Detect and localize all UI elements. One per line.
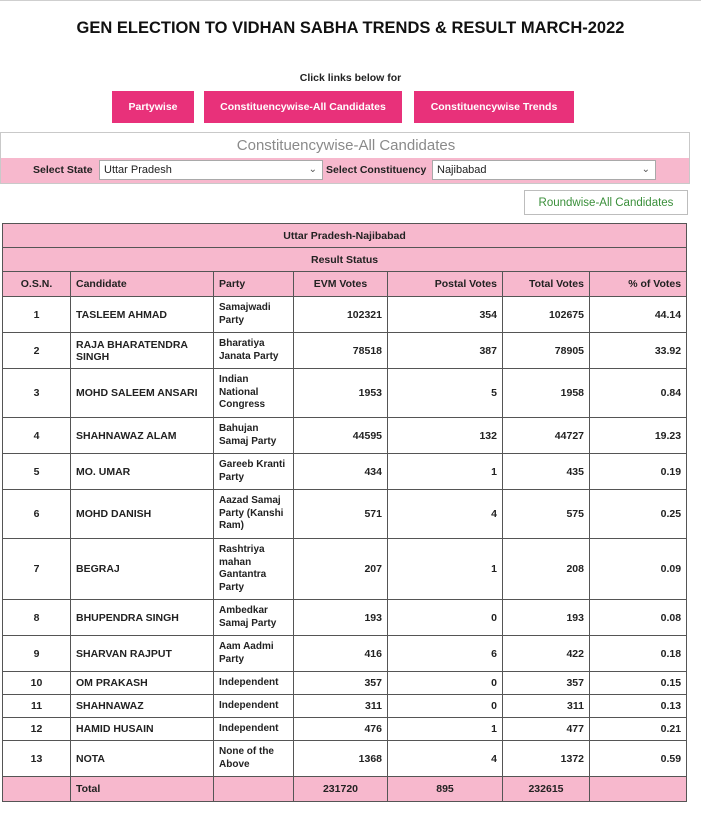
cell-candidate: SHARVAN RAJPUT [71, 636, 214, 672]
cell-total-votes: 422 [503, 636, 590, 672]
cell-party: Bahujan Samaj Party [214, 418, 294, 454]
cell-total-votes: 1958 [503, 369, 590, 418]
table-row [3, 718, 687, 741]
cell-percent-votes: 19.23 [590, 418, 687, 454]
total-blank [590, 777, 687, 802]
cell-candidate: HAMID HUSAIN [71, 718, 214, 741]
header-candidate: Candidate [71, 272, 214, 297]
page-title: GEN ELECTION TO VIDHAN SABHA TRENDS & RESULT MARCH-2022 [76, 19, 625, 37]
partywise-button[interactable]: Partywise [112, 91, 194, 123]
results-body [3, 297, 687, 777]
cell-osn: 2 [3, 333, 71, 369]
cell-percent-votes: 0.15 [590, 672, 687, 695]
cell-postal-votes: 1 [388, 718, 503, 741]
constituencywise-all-candidates-button[interactable]: Constituencywise-All Candidates [204, 91, 402, 123]
cell-postal-votes: 0 [388, 600, 503, 636]
filter-panel [0, 132, 690, 184]
top-divider [0, 0, 701, 1]
table-row [3, 695, 687, 718]
state-select-value: Uttar Pradesh [104, 164, 172, 176]
cell-evm-votes: 1953 [294, 369, 388, 418]
location-row [3, 224, 687, 248]
cell-total-votes: 357 [503, 672, 590, 695]
cell-percent-votes: 0.19 [590, 454, 687, 490]
cell-evm-votes: 311 [294, 695, 388, 718]
header-evm-votes: EVM Votes [294, 272, 388, 297]
cell-postal-votes: 4 [388, 490, 503, 539]
constituencywise-trends-button[interactable]: Constituencywise Trends [414, 91, 574, 123]
cell-osn: 6 [3, 490, 71, 539]
cell-candidate: MOHD SALEEM ANSARI [71, 369, 214, 418]
result-status: Result Status [3, 248, 687, 272]
table-row [3, 539, 687, 600]
cell-total-votes: 435 [503, 454, 590, 490]
table-row [3, 490, 687, 539]
cell-party: Independent [214, 695, 294, 718]
chevron-down-icon: ⌄ [641, 164, 650, 175]
cell-candidate: OM PRAKASH [71, 672, 214, 695]
cell-osn: 3 [3, 369, 71, 418]
header-total-votes: Total Votes [503, 272, 590, 297]
table-row [3, 369, 687, 418]
cell-osn: 5 [3, 454, 71, 490]
cell-postal-votes: 1 [388, 454, 503, 490]
column-headers [3, 272, 687, 297]
header-postal-votes: Postal Votes [388, 272, 503, 297]
cell-total-votes: 193 [503, 600, 590, 636]
header-party: Party [214, 272, 294, 297]
cell-evm-votes: 78518 [294, 333, 388, 369]
cell-candidate: MOHD DANISH [71, 490, 214, 539]
cell-candidate: RAJA BHARATENDRA SINGH [71, 333, 214, 369]
cell-postal-votes: 0 [388, 695, 503, 718]
cell-total-votes: 78905 [503, 333, 590, 369]
panel-title: Constituencywise-All Candidates [236, 137, 456, 154]
cell-percent-votes: 0.21 [590, 718, 687, 741]
constituency-select[interactable] [432, 160, 656, 180]
cell-osn: 4 [3, 418, 71, 454]
cell-candidate: BEGRAJ [71, 539, 214, 600]
table-row [3, 672, 687, 695]
cell-postal-votes: 4 [388, 741, 503, 777]
table-row [3, 418, 687, 454]
cell-osn: 9 [3, 636, 71, 672]
cell-party: Aazad Samaj Party (Kanshi Ram) [214, 490, 294, 539]
cell-postal-votes: 1 [388, 539, 503, 600]
cell-evm-votes: 434 [294, 454, 388, 490]
cell-party: Ambedkar Samaj Party [214, 600, 294, 636]
total-postal: 895 [388, 777, 503, 802]
cell-total-votes: 102675 [503, 297, 590, 333]
cell-party: Gareeb Kranti Party [214, 454, 294, 490]
cell-evm-votes: 102321 [294, 297, 388, 333]
cell-percent-votes: 0.13 [590, 695, 687, 718]
cell-party: Samajwadi Party [214, 297, 294, 333]
cell-candidate: SHAHNAWAZ ALAM [71, 418, 214, 454]
cell-party: Independent [214, 672, 294, 695]
cell-total-votes: 1372 [503, 741, 590, 777]
cell-osn: 1 [3, 297, 71, 333]
table-row [3, 297, 687, 333]
cell-percent-votes: 0.09 [590, 539, 687, 600]
cell-percent-votes: 0.18 [590, 636, 687, 672]
click-hint-text: Click links below for [299, 72, 402, 84]
total-blank [214, 777, 294, 802]
location-title: Uttar Pradesh-Najibabad [3, 224, 687, 248]
cell-postal-votes: 132 [388, 418, 503, 454]
cell-percent-votes: 0.08 [590, 600, 687, 636]
total-blank [3, 777, 71, 802]
total-evm: 231720 [294, 777, 388, 802]
cell-total-votes: 477 [503, 718, 590, 741]
cell-evm-votes: 571 [294, 490, 388, 539]
cell-postal-votes: 354 [388, 297, 503, 333]
table-row [3, 454, 687, 490]
cell-party: Aam Aadmi Party [214, 636, 294, 672]
cell-candidate: BHUPENDRA SINGH [71, 600, 214, 636]
cell-party: Indian National Congress [214, 369, 294, 418]
header-percent-votes: % of Votes [590, 272, 687, 297]
cell-postal-votes: 387 [388, 333, 503, 369]
table-row [3, 636, 687, 672]
cell-osn: 8 [3, 600, 71, 636]
cell-osn: 7 [3, 539, 71, 600]
table-row [3, 333, 687, 369]
total-row [3, 777, 687, 802]
cell-percent-votes: 44.14 [590, 297, 687, 333]
nav-links [0, 91, 701, 123]
cell-osn: 12 [3, 718, 71, 741]
roundwise-all-candidates-button[interactable]: Roundwise-All Candidates [524, 190, 688, 215]
cell-party: None of the Above [214, 741, 294, 777]
filter-row [1, 158, 689, 183]
constituency-label: Select Constituency [326, 164, 427, 176]
cell-evm-votes: 193 [294, 600, 388, 636]
total-label: Total [71, 777, 214, 802]
cell-candidate: TASLEEM AHMAD [71, 297, 214, 333]
header-osn: O.S.N. [3, 272, 71, 297]
cell-party: Independent [214, 718, 294, 741]
total-votes: 232615 [503, 777, 590, 802]
status-row [3, 248, 687, 272]
table-row [3, 741, 687, 777]
state-label: Select State [33, 164, 93, 176]
cell-evm-votes: 44595 [294, 418, 388, 454]
cell-candidate: SHAHNAWAZ [71, 695, 214, 718]
cell-party: Bharatiya Janata Party [214, 333, 294, 369]
cell-candidate: MO. UMAR [71, 454, 214, 490]
cell-candidate: NOTA [71, 741, 214, 777]
cell-total-votes: 575 [503, 490, 590, 539]
cell-postal-votes: 6 [388, 636, 503, 672]
state-select[interactable] [99, 160, 323, 180]
cell-postal-votes: 5 [388, 369, 503, 418]
cell-percent-votes: 0.84 [590, 369, 687, 418]
cell-postal-votes: 0 [388, 672, 503, 695]
cell-evm-votes: 476 [294, 718, 388, 741]
constituency-select-value: Najibabad [437, 164, 487, 176]
table-row [3, 600, 687, 636]
cell-evm-votes: 357 [294, 672, 388, 695]
cell-evm-votes: 416 [294, 636, 388, 672]
cell-evm-votes: 1368 [294, 741, 388, 777]
cell-total-votes: 44727 [503, 418, 590, 454]
cell-evm-votes: 207 [294, 539, 388, 600]
cell-osn: 11 [3, 695, 71, 718]
cell-percent-votes: 0.59 [590, 741, 687, 777]
chevron-down-icon: ⌄ [308, 164, 317, 175]
results-table [2, 223, 687, 802]
cell-party: Rashtriya mahan Gantantra Party [214, 539, 294, 600]
cell-percent-votes: 0.25 [590, 490, 687, 539]
cell-total-votes: 311 [503, 695, 590, 718]
cell-total-votes: 208 [503, 539, 590, 600]
cell-osn: 13 [3, 741, 71, 777]
cell-osn: 10 [3, 672, 71, 695]
cell-percent-votes: 33.92 [590, 333, 687, 369]
